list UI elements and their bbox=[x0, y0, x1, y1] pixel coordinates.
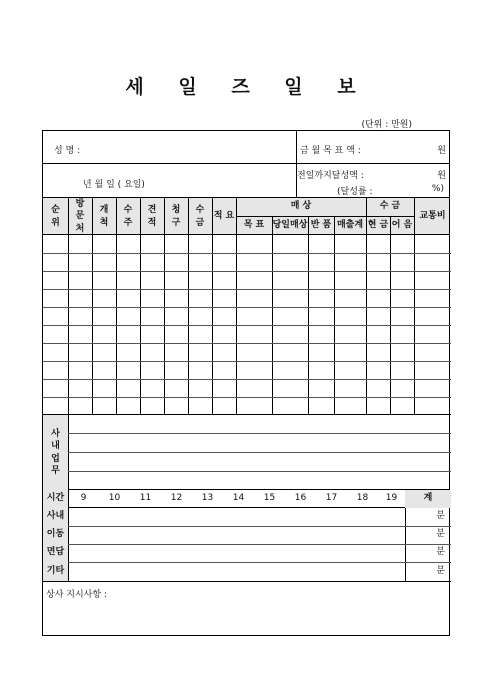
time-rows bbox=[43, 508, 449, 581]
time-row-travel-label: 이동 bbox=[43, 526, 68, 544]
header-claim: 청 구 bbox=[171, 205, 181, 228]
header-sales-return: 반 품 bbox=[310, 219, 332, 230]
name-label: 성 명 : bbox=[54, 146, 81, 156]
time-row-meeting-unit: 분 bbox=[436, 547, 445, 558]
header-sales: 매 상 bbox=[290, 201, 312, 212]
header-rank: 순 위 bbox=[51, 205, 60, 228]
time-total: 계 bbox=[405, 490, 451, 508]
info-row-2 bbox=[43, 164, 449, 198]
hour-12: 12 bbox=[170, 493, 183, 504]
header-open: 개 척 bbox=[99, 205, 109, 228]
rate-label: (달성률 : bbox=[337, 187, 373, 197]
hour-9: 9 bbox=[80, 493, 87, 504]
internal-business-section bbox=[43, 415, 449, 490]
hour-16: 16 bbox=[294, 493, 307, 504]
boss-instructions-area[interactable] bbox=[43, 582, 449, 635]
hour-14: 14 bbox=[232, 493, 245, 504]
rate-unit: %) bbox=[431, 184, 444, 194]
boss-instructions-label: 상사 지시사항 : bbox=[46, 590, 107, 600]
time-header-row bbox=[43, 490, 449, 508]
internal-business-label: 사 내 업 무 bbox=[43, 415, 68, 490]
hour-19: 19 bbox=[385, 493, 398, 504]
page-title: 세 일 즈 일 보 bbox=[125, 76, 370, 98]
prev-achieved-unit: 원 bbox=[437, 171, 446, 181]
header-visit: 방 문 처 bbox=[75, 199, 85, 234]
target-label: 금 월 목 표 액 : bbox=[300, 146, 361, 156]
header-bill: 어 음 bbox=[391, 219, 413, 230]
hour-11: 11 bbox=[139, 493, 152, 504]
hour-15: 15 bbox=[263, 493, 276, 504]
hour-10: 10 bbox=[108, 493, 121, 504]
target-unit: 원 bbox=[437, 146, 446, 156]
time-row-other-unit: 분 bbox=[436, 565, 445, 576]
prev-achieved-label: 전일까지달성액 : bbox=[297, 171, 364, 181]
unit-label: (단위 : 만원) bbox=[361, 120, 412, 130]
hour-18: 18 bbox=[356, 493, 369, 504]
date-label: 년 월 일 ( 요일) bbox=[83, 180, 145, 190]
header-summary: 적 요 bbox=[213, 210, 235, 221]
header-sales-total: 매출계 bbox=[336, 219, 364, 230]
time-row-meeting-label: 면담 bbox=[43, 544, 68, 562]
hour-13: 13 bbox=[201, 493, 214, 504]
header-cash: 현 금 bbox=[367, 219, 389, 230]
time-row-travel-unit: 분 bbox=[436, 529, 445, 540]
header-order: 수 주 bbox=[123, 205, 133, 228]
time-row-office-label: 사내 bbox=[43, 508, 68, 526]
header-sales-today: 당일매상 bbox=[272, 219, 308, 230]
time-row-office-unit: 분 bbox=[436, 511, 445, 522]
hour-17: 17 bbox=[325, 493, 338, 504]
sales-report-form bbox=[42, 130, 450, 636]
time-row-other-label: 기타 bbox=[43, 562, 68, 581]
header-quote: 견 적 bbox=[147, 205, 157, 228]
info-row-1 bbox=[43, 131, 449, 164]
header-sales-target: 목 표 bbox=[243, 219, 265, 230]
header-collect: 수 금 bbox=[195, 205, 205, 228]
header-transport: 교통비 bbox=[419, 210, 446, 221]
time-label: 시간 bbox=[43, 490, 68, 508]
table-header bbox=[43, 198, 449, 235]
header-collection: 수 금 bbox=[379, 201, 401, 212]
